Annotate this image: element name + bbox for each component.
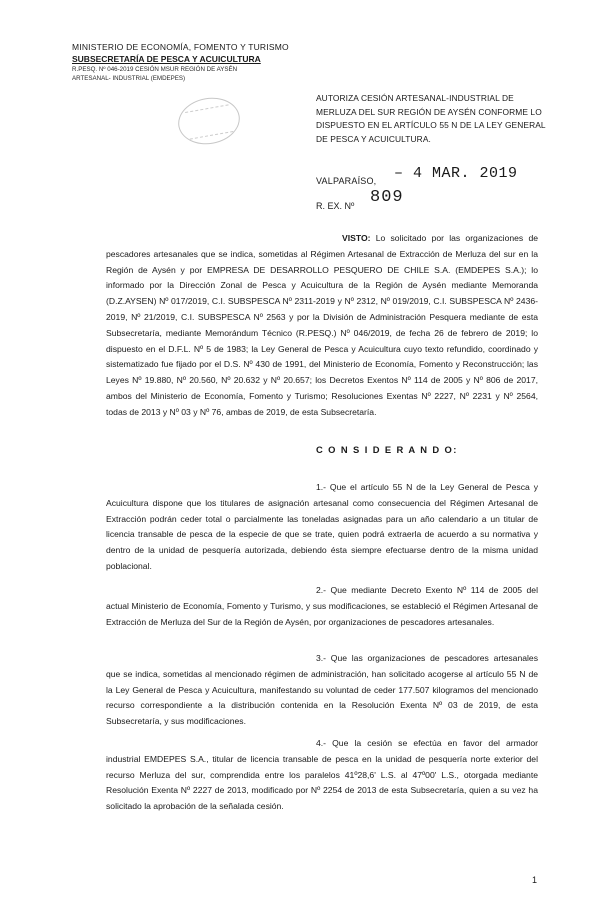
visto-label: VISTO:: [342, 233, 371, 243]
visto-text: Lo solicitado por las organizaciones de pescadores artesanales que se indica, sometidas al Régimen Artesanal de Extracción de Merluza del sur en la Región de Aysén y por EMPRESA DE DESARROLLO PESQUERO DE CHILE S.A. (EMDEPES S.A.); lo informado por la Dirección Zonal de Pesca y Acuicultura de la Región de Aysén mediante Memoranda (D.Z.AYSEN) Nº 017/2019, C.I. SUBSPESCA Nº 2311-2019 y Nº 2312, Nº 019/2019, C.I. SUBSPESCA Nº 2436-2019, Nº 21/2019, C.I. SUBSPESCA Nº 2563 y por la División de Administración Pesquera mediante de esta Subsecretaría, mediante Memorándum Técnico (R.PESQ.) Nº 046/2019, de fecha 26 de febrero de 2019; lo dispuesto en el D.F.L. Nº 5 de 1983; la Ley General de Pesca y Acuicultura cuyo texto refundido, coordinado y sistematizado fue fijado por el D.S. Nº 430 de 1991, del Ministerio de Economía, Fomento y Reconstrucción; las Leyes Nº 19.880, Nº 20.560, Nº 20.632 y Nº 20.657; los Decretos Exentos Nº 114 de 2005 y Nº 806 de 2017, ambos del Ministerio de Economía, Fomento y Turismo; Resoluciones Exentas Nº 2227, Nº 2231 y Nº 2564, todas de 2013 y Nº 03 y Nº 76, ambas de 2019, de esta Subsecretaría.: [106, 233, 538, 417]
considerando-paragraph-3: 3.- Que las organizaciones de pescadores artesanales que se indica, sometidas al mencionado régimen de administración, han solicitado acogerse al artículo 55 N de la Ley General de Pesca y Acuicultura, manifestando su voluntad de ceder 177.507 kilogramos del mencionado recurso correspondiente a la distribución contenida en la Resolución Exenta Nº 03 de 2019, de esta Subsecretaría, y sus modificaciones.: [106, 653, 538, 727]
ministry-name: MINISTERIO DE ECONOMÍA, FOMENTO Y TURISMO: [72, 42, 289, 52]
official-stamp: [174, 93, 243, 149]
letterhead: [72, 42, 302, 83]
date-stamp: – 4 MAR. 2019: [394, 165, 518, 182]
page-number: 1: [532, 875, 538, 885]
resolution-title: AUTORIZA CESIÓN ARTESANAL-INDUSTRIAL DE MERLUZA DEL SUR REGIÓN DE AYSÉN CONFORME LO DISPUESTO EN EL ARTÍCULO 55 N DE LA LEY GENERAL DE PESCA Y ACUICULTURA.: [316, 93, 546, 144]
visto-paragraph: [106, 231, 538, 421]
place-label: VALPARAÍSO,: [316, 176, 377, 186]
rex-label: R. EX. Nº: [316, 201, 355, 211]
considerando-paragraph-2: 2.- Que mediante Decreto Exento Nº 114 de 2005 del actual Ministerio de Economía, Fomento y Turismo, y sus modificaciones, se estableció el Régimen Artesanal de Extracción de Merluza del Sur de la Región de Aysén, por organizaciones de pescadores artesanales.: [106, 585, 538, 627]
subsecretaria-name: SUBSECRETARÍA DE PESCA Y ACUICULTURA: [72, 54, 261, 64]
considerando-paragraph-4: 4.- Que la cesión se efectúa en favor del armador industrial EMDEPES S.A., titular de licencia transable de pesca en la unidad de pesquería norte exterior del recurso Merluza del sur, comprendida entre los paralelos 41º28,6' L.S. al 47º00' L.S., otorgada mediante Resolución Exenta Nº 2227 de 2013, modificado por Nº 2254 de 2013 de esta Subsecretaría, quien a su vez ha solicitado la aprobación de la señalada cesión.: [106, 738, 538, 812]
stamp-inner-ring: [185, 104, 233, 139]
reference-line-2: ARTESANAL- INDUSTRIAL (EMDEPES): [72, 75, 186, 82]
reference-line-1: R.PESQ. Nº 046-2019 CESIÓN MSUR REGIÓN DE AYSÉN: [72, 66, 238, 73]
considerando-paragraph-1: 1.- Que el artículo 55 N de la Ley General de Pesca y Acuicultura dispone que los titulares de asignación artesanal como consecuencia del Régimen Artesanal de Extracción podrán ceder total o parcialmente las toneladas asignadas para un año calendario a un titular de licencia transable de pesca de la especie de que se trate, quien podrá extraerla de acuerdo a su normativa y dentro de la unidad de pesquería autorizada, debiendo ésta siempre efectuarse dentro de la misma unidad poblacional.: [106, 482, 538, 571]
considerando-heading: C O N S I D E R A N D O:: [316, 444, 458, 455]
rex-number: 809: [370, 188, 404, 207]
